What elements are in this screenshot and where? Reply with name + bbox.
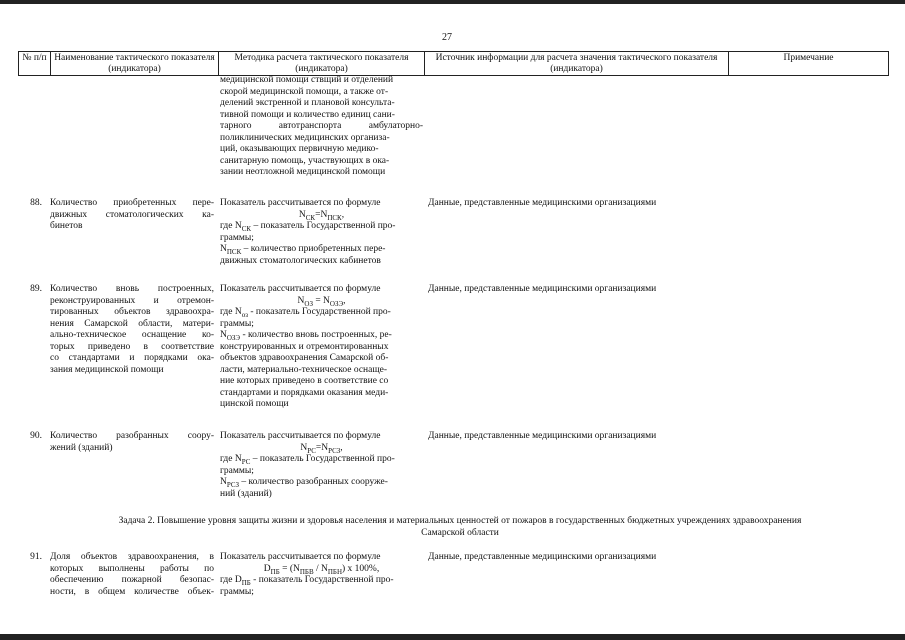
- formula: $N_{СК}=N_{ПСК}$,: [298, 209, 345, 222]
- formula: $D_{ПБ} = (N_{ПБВ} / N_{ПБН})$ х 100%,: [263, 563, 380, 576]
- data-source: Данные, представленные медицинскими организациями: [428, 431, 657, 441]
- header-col-number: № п/п: [19, 52, 51, 76]
- indicator-name: Количество вновь построенных, реконструированных и отремон- тированных объектов здравоохра- нения Самарской области, матери- ально-техническое оснащение ко- торых приведено в соответствие со стандартами и порядками ока- зания медицинской помощи: [50, 284, 214, 375]
- top-border: [0, 0, 905, 4]
- calculation-method: Показатель рассчитывается по формуле $N_{ОЗ} = N_{ОЗЭ}$, где $N_{оз}$ - показатель Государственной про- граммы; $N_{ОЗЭ}$ - количество вновь построенных, ре- конструированных и отремонтированных объектов здравоохранения Самарской об- ласти, материально-техническое оснаще- ние которых приведено в соответствие со стандартами и порядками оказания меди- цинской помощи: [220, 284, 423, 411]
- row-number: 91.: [30, 552, 42, 562]
- row-number: 89.: [30, 284, 42, 294]
- data-source: Данные, представленные медицинскими организациями: [428, 552, 657, 562]
- data-source: Данные, представленные медицинскими организациями: [428, 284, 657, 294]
- row-number: 90.: [30, 431, 42, 441]
- formula: $N_{РС}=N_{РСЗ}$,: [300, 442, 343, 455]
- indicator-name: Количество разобранных соору- жений (зданий): [50, 431, 214, 453]
- task-heading: Задача 2. Повышение уровня защиты жизни и здоровья населения и материальных ценностей от пожаров в государственных бюджетных учреждениях здравоохранения Самарской области: [118, 516, 802, 538]
- calculation-method: Показатель рассчитывается по формуле $N_{РС}=N_{РСЗ}$, где $N_{РС}$ – показатель Государственной про- граммы; $N_{РСЗ}$ – количество разобранных сооруже- ний (зданий): [220, 431, 423, 500]
- bottom-border: [0, 634, 905, 640]
- header-col-note: Примечание: [729, 52, 889, 76]
- calculation-method: Показатель рассчитывается по формуле $D_{ПБ} = (N_{ПБВ} / N_{ПБН})$ х 100%, где $D_{ПБ}$ - показатель Государственной про- граммы;: [220, 552, 423, 598]
- header-col-method: Методика расчета тактического показателя (индикатора): [219, 52, 425, 76]
- page-number: 27: [442, 32, 452, 43]
- table-header: [18, 51, 889, 76]
- row-number: 88.: [30, 198, 42, 208]
- header-col-source: Источник информации для расчета значения тактического показателя (индикатора): [425, 52, 729, 76]
- header-col-name: Наименование тактического показателя (индикатора): [51, 52, 219, 76]
- formula: $N_{ОЗ} = N_{ОЗЭ}$,: [297, 295, 346, 308]
- continuation-text: медицинской помощи ствщий и отделений скорой медицинской помощи, а также от- делений экстренной и плановой консульта- тивной помощи и количество единиц сани- тарного автотранспорта амбулаторно- поликлинических медицинских организа- ций, оказывающих первичную медико- санитарную помощь, участвующих в ока- зании неотложной медицинской помощи: [220, 75, 423, 177]
- calculation-method: Показатель рассчитывается по формуле $N_{СК}=N_{ПСК}$, где $N_{СК}$ – показатель Государственной про- граммы; $N_{ПСК}$ – количество приобретенных пере- движных стоматологических кабинетов: [220, 198, 423, 267]
- indicator-name: Количество приобретенных пере- движных стоматологических ка- бинетов: [50, 198, 214, 231]
- indicator-name: Доля объектов здравоохранения, в которых выполнены работы по обеспечению пожарной безопас- ности, в общем количестве объек-: [50, 552, 214, 597]
- data-source: Данные, представленные медицинскими организациями: [428, 198, 657, 208]
